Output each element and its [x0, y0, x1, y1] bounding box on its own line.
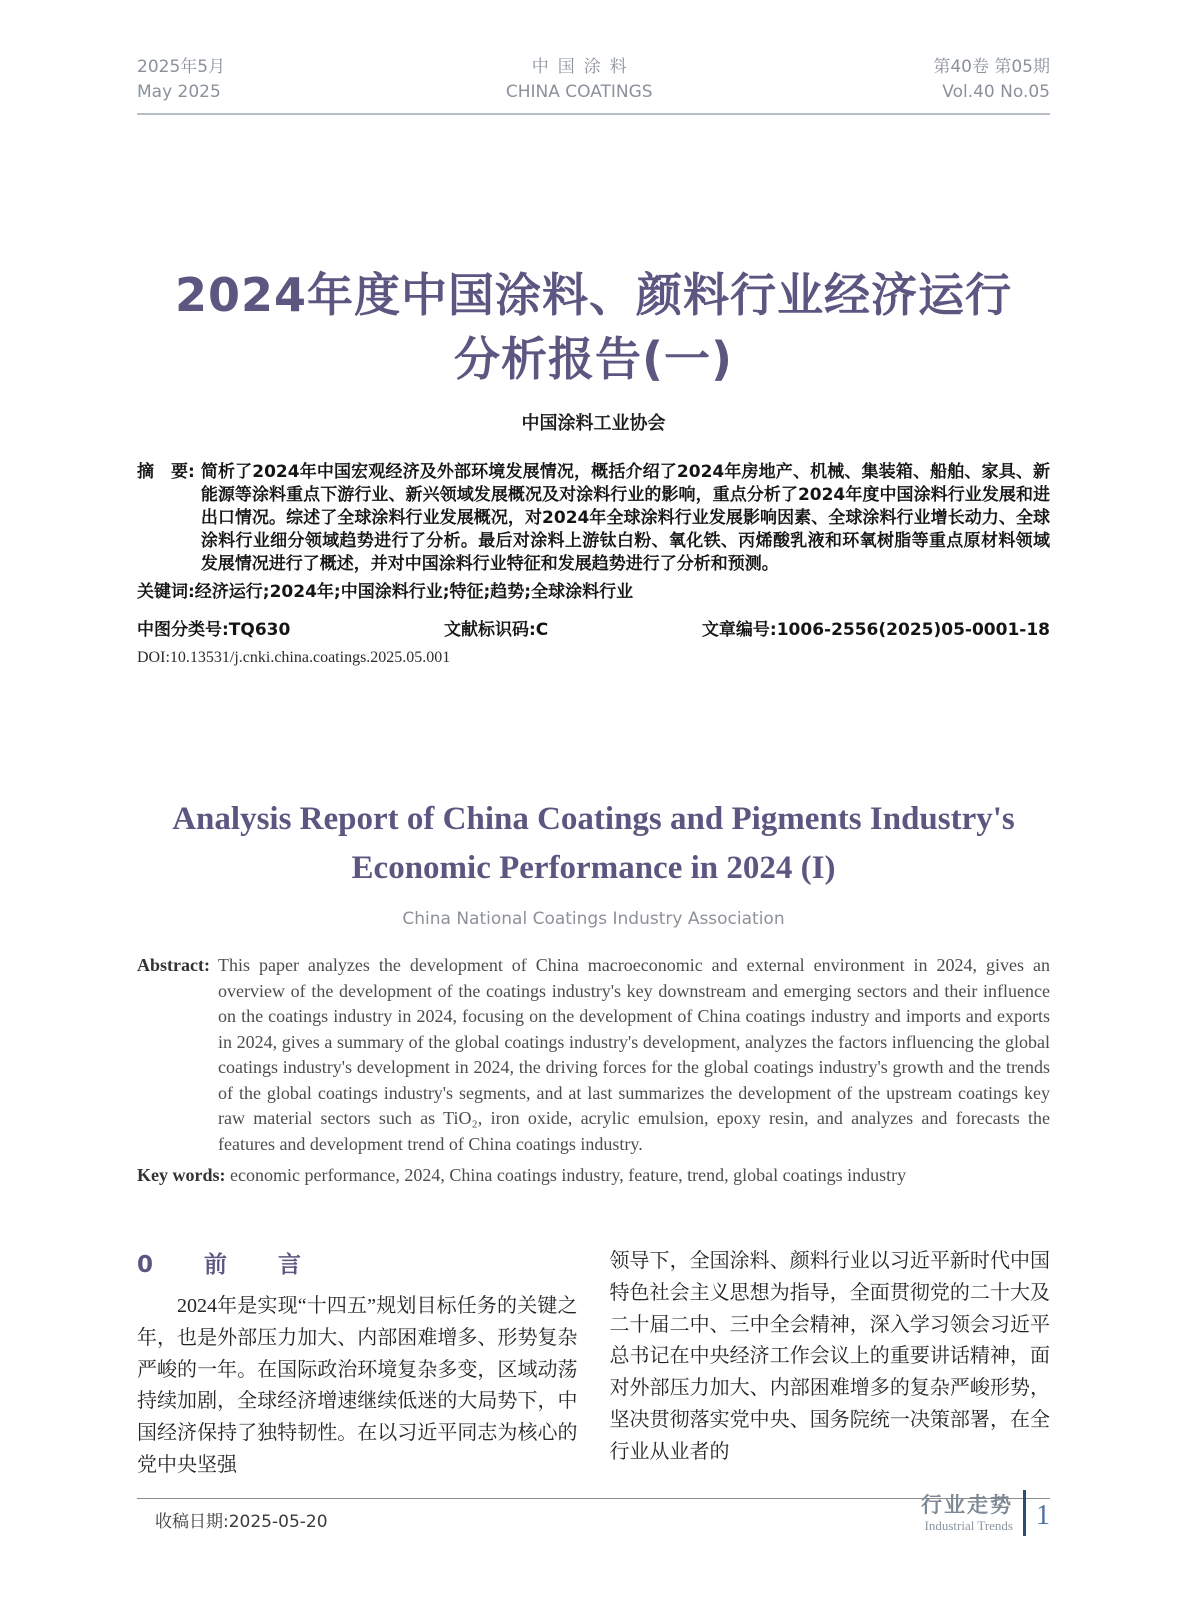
abstract-en-label: Abstract:	[137, 955, 210, 975]
doi: DOI:10.13531/j.cnki.china.coatings.2025.05.001	[137, 649, 451, 666]
body-column-left	[137, 1246, 578, 1482]
keywords-cn: 关键词:经济运行;2024年;中国涂料行业;特征;趋势;全球涂料行业	[137, 582, 634, 602]
clc-number: 中图分类号:TQ630	[137, 620, 291, 640]
abstract-en-block	[137, 953, 1050, 1157]
header-journal-name	[506, 55, 653, 105]
document-code: 文献标识码:C	[443, 620, 549, 640]
footer-divider-bar	[1023, 1490, 1026, 1536]
header-date-cn: 2025年5月	[137, 57, 226, 77]
journal-name-en: CHINA COATINGS	[505, 82, 653, 102]
footer-column-title	[921, 1493, 1013, 1534]
body-paragraph-right: 领导下，全国涂料、颜料行业以习近平新时代中国特色社会主义思想为指导，全面贯彻党的二十大及二十届二中、三中全会精神，深入学习领会习近平总书记在中央经济工作会议上的重要讲话精神，面对外部压力加大、内部困难增多的复杂严峻形势，坚决贯彻落实党中央、国务院统一决策部署，在全行业从业者的	[609, 1250, 1050, 1463]
header-issue-en: Vol.40 No.05	[942, 82, 1050, 102]
header-date	[137, 55, 225, 105]
journal-header	[137, 0, 1050, 115]
page-content	[137, 0, 1050, 1532]
keywords-en-label: Key words:	[137, 1165, 226, 1185]
body-column-right	[610, 1246, 1051, 1482]
article-title-cn-line2: 分析报告(一)	[453, 332, 734, 386]
keywords-en-line	[137, 1163, 1050, 1188]
footnote	[137, 1498, 1050, 1532]
abstract-en-text: This paper analyzes the development of China macroeconomic and external environment in 2024, gives an overview of the development of the coatings industry's key downstream and emerging sectors and their influence on the coatings industry in 2024, focusing on the development of China coatings industry and imports and exports in 2024, gives a summary of the global coatings industry's development, analyzes the factors influencing the global coatings industry's development in 2024, the driving forces for the global coatings industry's growth and the trends of the global coatings industry's segments, and at last summarizes the development of the upstream coatings key raw material sectors such as TiO₂, iron oxide, acrylic emulsion, epoxy resin, and analyzes and forecasts the features and development trend of China coatings industry.	[217, 955, 1050, 1154]
abstract-cn-block	[137, 461, 1050, 576]
article-id: 文章编号:1006-2556(2025)05-0001-18	[701, 620, 1050, 640]
author-en: China National Coatings Industry Association	[402, 909, 785, 929]
footer-column-en: Industrial Trends	[924, 1517, 1013, 1533]
article-title-en	[137, 795, 1050, 893]
article-title-cn	[137, 263, 1050, 391]
body-paragraph-left: 2024年是实现“十四五”规划目标任务的关键之年，也是外部压力加大、内部困难增多、形势复杂严峻的一年。在国际政治环境复杂多变，区域动荡持续加剧，全球经济增速继续低迷的大局势下，中国经济保持了独特韧性。在以习近平同志为核心的党中央坚强	[137, 1295, 578, 1476]
keywords-en-text: economic performance, 2024, China coatings industry, feature, trend, global coatings industry	[230, 1165, 907, 1185]
journal-name-cn: 中国涂料	[531, 57, 636, 77]
classification-row	[137, 615, 1050, 640]
abstract-cn-text: 简析了2024年中国宏观经济及外部环境发展情况，概括介绍了2024年房地产、机械、集装箱、船舶、家具、新能源等涂料重点下游行业、新兴领域发展概况及对涂料行业的影响，重点分析了2024年度中国涂料行业发展和进出口情况。综述了全球涂料行业发展概况，对2024年全球涂料行业发展影响因素、全球涂料行业增长动力、全球涂料行业细分领域趋势进行了分析。最后对涂料上游钛白粉、氧化铁、丙烯酸乳液和环氧树脂等重点原材料领域发展情况进行了概述，并对中国涂料行业特征和发展趋势进行了分析和预测。	[200, 462, 1050, 574]
body-columns	[137, 1246, 1050, 1482]
author-cn: 中国涂料工业协会	[521, 413, 666, 434]
page-footer	[921, 1490, 1050, 1536]
article-title-en-line2: Economic Performance in 2024 (I)	[351, 850, 836, 886]
section-heading-preface: 0 前 言	[137, 1252, 316, 1278]
header-issue-cn: 第40卷 第05期	[933, 57, 1050, 77]
article-title-en-line1: Analysis Report of China Coatings and Pigments Industry's	[172, 801, 1015, 837]
received-date: 收稿日期:2025-05-20	[155, 1511, 328, 1532]
page-number: 1	[1036, 1500, 1050, 1531]
abstract-cn-label: 摘 要:	[137, 462, 195, 482]
article-title-cn-line1: 2024年度中国涂料、颜料行业经济运行	[174, 268, 1013, 322]
header-issue	[933, 55, 1050, 105]
footer-column-cn: 行业走势	[921, 1492, 1013, 1517]
header-date-en: May 2025	[137, 82, 221, 102]
